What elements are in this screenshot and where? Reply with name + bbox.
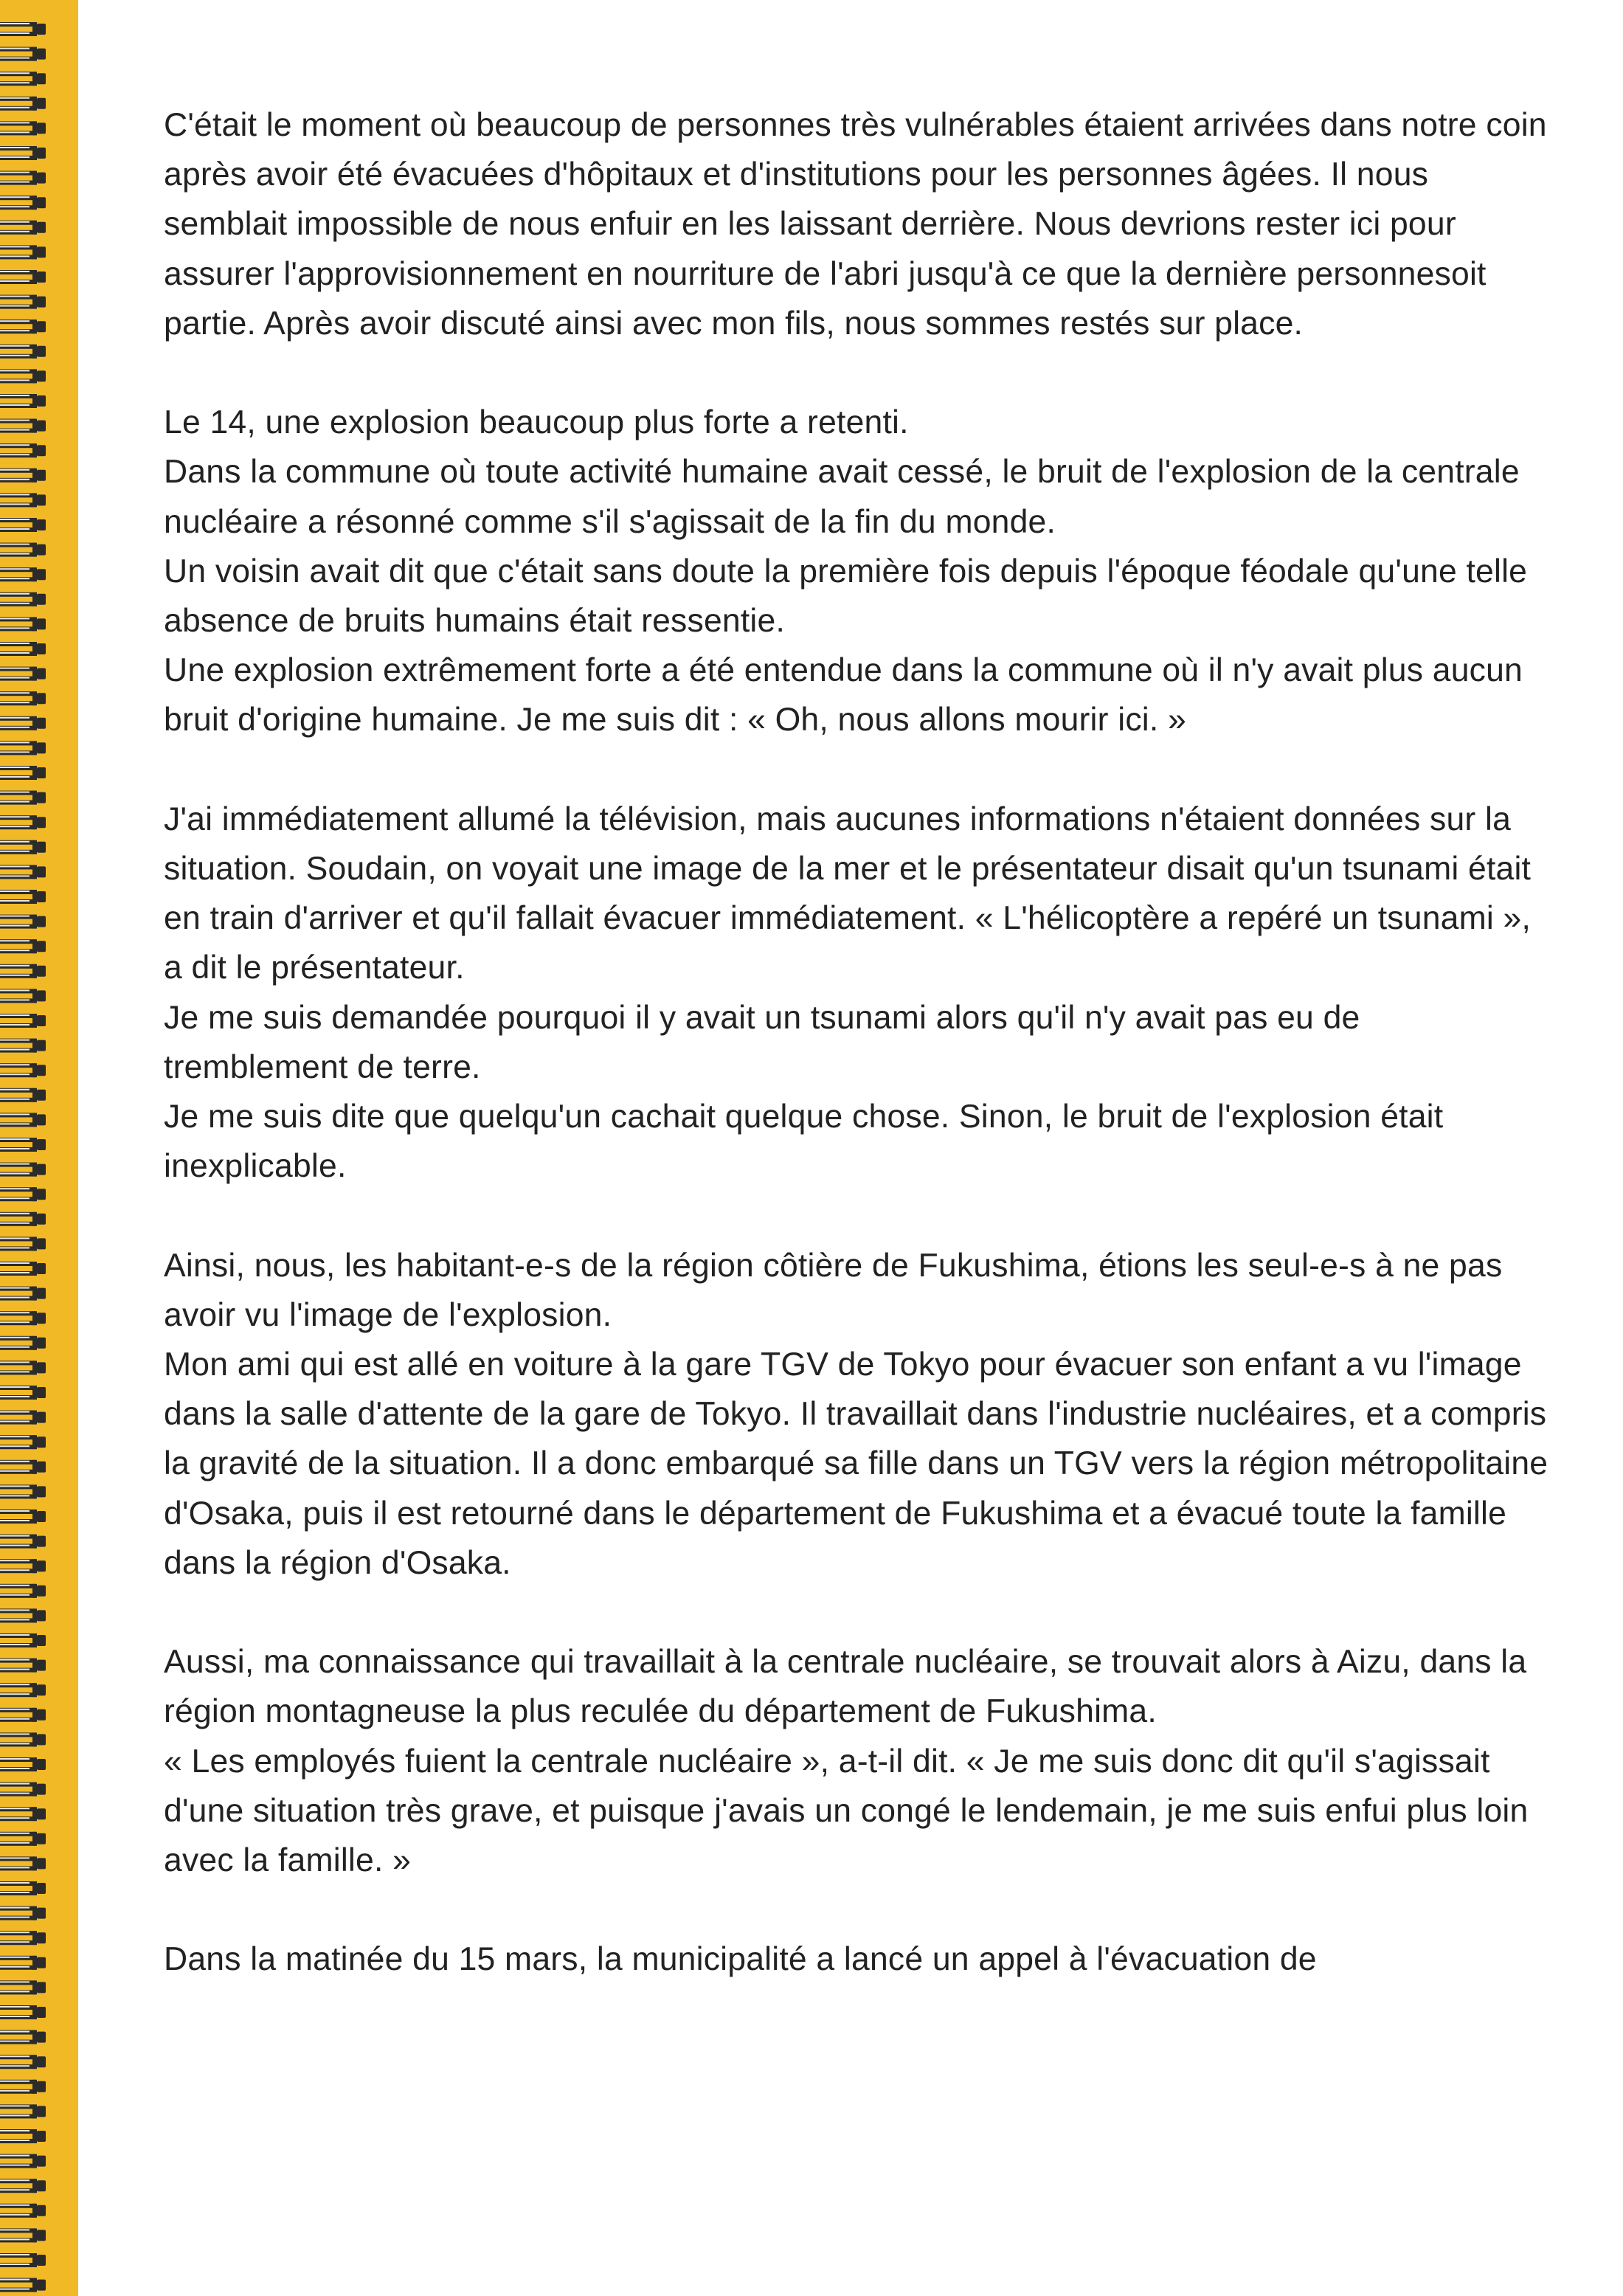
binding-ring [0, 1931, 46, 1945]
binding-ring [0, 295, 46, 309]
binding-ring [0, 72, 46, 86]
paragraph [164, 100, 1552, 348]
paragraph [164, 398, 1552, 744]
binding-ring [0, 369, 46, 383]
binding-ring [0, 617, 46, 631]
binding-ring [0, 1411, 46, 1425]
binding-ring [0, 642, 46, 656]
binding-ring [0, 1138, 46, 1152]
paragraph-text: Dans la commune où toute activité humaine avait cessé, le bruit de l'explosion de la centrale nucléaire a résonné comme s'il s'agissait de la fin du monde. [164, 454, 1520, 540]
binding-ring [0, 419, 46, 433]
binding-ring [0, 22, 46, 36]
binding-ring [0, 1113, 46, 1127]
binding-ring [0, 890, 46, 904]
binding-ring [0, 146, 46, 160]
binding-ring [0, 840, 46, 854]
binding-ring [0, 2005, 46, 2019]
binding-ring [0, 2278, 46, 2292]
binding-ring [0, 1608, 46, 1622]
binding-ring [0, 1386, 46, 1400]
binding-ring [0, 345, 46, 359]
paragraph-text: J'ai immédiatement allumé la télévision, mais aucunes informations n'étaient données sur la situation. Soudain, on voyait une image de la mer et le présentateur disait qu'un tsunami était en train d'arriver et qu'il fallait évacuer immédiatement. « L'hélicoptère a repéré un tsunami », a dit le présentateur. [164, 801, 1532, 986]
binding-ring [0, 1732, 46, 1746]
binding-ring [0, 1956, 46, 1970]
binding-ring [0, 270, 46, 284]
binding-ring [0, 865, 46, 879]
binding-ring [0, 1460, 46, 1474]
binding-ring [0, 2228, 46, 2242]
binding-ring [0, 1039, 46, 1053]
binding-ring [0, 1088, 46, 1102]
binding-ring [0, 989, 46, 1003]
paragraph-text: Ainsi, nous, les habitant-e-s de la région côtière de Fukushima, étions les seul-e-s à ne pas avoir vu l'image de l'explosion. [164, 1247, 1503, 1333]
binding-ring [0, 1163, 46, 1177]
binding-ring [0, 1311, 46, 1325]
binding-ring [0, 1906, 46, 1920]
binding-ring [0, 592, 46, 606]
binding-ring [0, 221, 46, 235]
binding-ring [0, 2030, 46, 2044]
binding-ring [0, 245, 46, 259]
binding-ring [0, 741, 46, 755]
binding-ring [0, 1782, 46, 1797]
paragraph-text: Je me suis demandée pourquoi il y avait un tsunami alors qu'il n'y avait pas eu de tremblement de terre. [164, 999, 1360, 1085]
binding-ring [0, 716, 46, 730]
binding-ring [0, 121, 46, 135]
binding-ring [0, 443, 46, 457]
binding-ring [0, 567, 46, 581]
binding-ring [0, 939, 46, 953]
binding-ring [0, 815, 46, 829]
binding-ring [0, 1287, 46, 1301]
binding-ring [0, 1435, 46, 1449]
binding-ring [0, 1187, 46, 1201]
binding-ring [0, 171, 46, 185]
binding-ring [0, 2104, 46, 2118]
binding-ring [0, 2154, 46, 2168]
binding-ring [0, 1980, 46, 1994]
binding-ring [0, 2204, 46, 2218]
binding-ring [0, 1484, 46, 1498]
paragraph [164, 1241, 1552, 1588]
binding-ring [0, 766, 46, 780]
binding-ring [0, 543, 46, 557]
binding-ring [0, 1535, 46, 1549]
spiral-binding-icon [0, 0, 52, 2296]
paragraph-text: Le 14, une explosion beaucoup plus forte a retenti. [164, 404, 909, 441]
binding-ring [0, 1832, 46, 1846]
paragraph-text: Un voisin avait dit que c'était sans doute la première fois depuis l'époque féodale qu'une telle absence de bruits humains était ressentie. [164, 553, 1528, 640]
paragraph-text: Une explosion extrêmement forte a été entendue dans la commune où il n'y avait plus aucun bruit d'origine humaine. Je me suis dit : « Oh, nous allons mourir ici. » [164, 652, 1523, 739]
binding-ring [0, 1510, 46, 1524]
binding-ring [0, 319, 46, 333]
binding-ring [0, 1262, 46, 1276]
binding-ring [0, 2080, 46, 2094]
binding-ring [0, 2055, 46, 2069]
binding-ring [0, 1708, 46, 1722]
binding-ring [0, 493, 46, 507]
paragraph-text: Aussi, ma connaissance qui travaillait à la centrale nucléaire, se trouvait alors à Aizu, dans la région montagneuse la plus reculée du département de Fukushima. [164, 1644, 1527, 1730]
binding-ring [0, 468, 46, 483]
binding-ring [0, 518, 46, 532]
binding-ring [0, 691, 46, 705]
paragraph-text: Dans la matinée du 15 mars, la municipalité a lancé un appel à l'évacuation de [164, 1941, 1317, 1978]
binding-ring [0, 394, 46, 408]
page-body [164, 100, 1552, 2034]
binding-ring [0, 2179, 46, 2193]
binding-ring [0, 1757, 46, 1771]
binding-ring [0, 1360, 46, 1375]
binding-ring [0, 1807, 46, 1821]
binding-ring [0, 915, 46, 929]
paragraph [164, 1934, 1552, 1984]
binding-ring [0, 2253, 46, 2267]
binding-ring [0, 196, 46, 210]
binding-ring [0, 791, 46, 805]
binding-ring [0, 1212, 46, 1226]
binding-ring [0, 1683, 46, 1697]
paragraph-text: Mon ami qui est allé en voiture à la gare TGV de Tokyo pour évacuer son enfant a vu l'image dans la salle d'attente de la gare de Tokyo. Il travaillait dans l'industrie nucléaires, et a compris la gravité de la situation. Il a donc embarqué sa fille dans un TGV vers la région métropolitaine d'Osaka, puis il est retourné dans le département de Fukushima et a évacué toute la famille dans la région d'Osaka. [164, 1346, 1548, 1581]
binding-ring [0, 1559, 46, 1573]
binding-ring [0, 2129, 46, 2143]
binding-ring [0, 1584, 46, 1598]
binding-ring [0, 1881, 46, 1895]
binding-ring [0, 1063, 46, 1077]
binding-ring [0, 47, 46, 61]
binding-ring [0, 1659, 46, 1673]
binding-ring [0, 1336, 46, 1350]
binding-ring [0, 1014, 46, 1028]
binding-ring [0, 1237, 46, 1251]
paragraph-text: « Les employés fuient la centrale nucléaire », a-t-il dit. « Je me suis donc dit qu'il s'agissait d'une situation très grave, et puisque j'avais un congé le lendemain, je me suis enfui plus loin avec la famille. » [164, 1743, 1529, 1879]
binding-ring [0, 97, 46, 111]
paragraph [164, 795, 1552, 1192]
binding-ring [0, 1633, 46, 1647]
binding-ring [0, 667, 46, 681]
binding-ring [0, 964, 46, 978]
paragraph-text: Je me suis dite que quelqu'un cachait quelque chose. Sinon, le bruit de l'explosion était inexplicable. [164, 1099, 1444, 1185]
binding-ring [0, 1856, 46, 1870]
paragraph [164, 1637, 1552, 1885]
paragraph-text: C'était le moment où beaucoup de personnes très vulnérables étaient arrivées dans notre coin après avoir été évacuées d'hôpitaux et d'institutions pour les personnes âgées. Il nous semblait impossible de nous enfuir en les laissant derrière. Nous devrions rester ici pour assurer l'approvisionnement en nourriture de l'abri jusqu'à ce que la dernière personnesoit partie. Après avoir discuté ainsi avec mon fils, nous sommes restés sur place. [164, 107, 1547, 342]
